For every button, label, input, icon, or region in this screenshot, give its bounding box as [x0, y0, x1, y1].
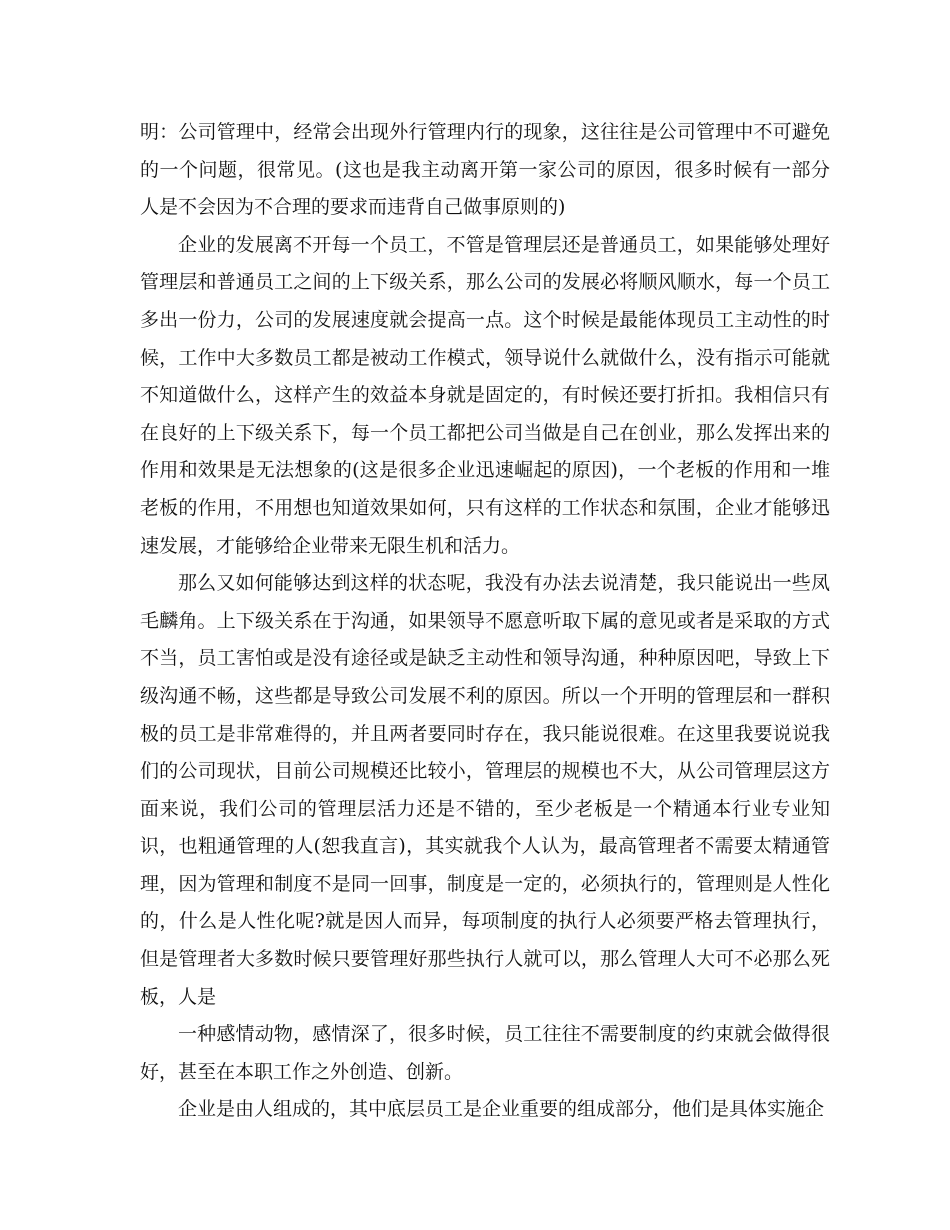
paragraph-emotion: 一种感情动物，感情深了，很多时候，员工往往不需要制度的约束就会做得很好，甚至在本职工作之外创造、创新。: [140, 1023, 830, 1083]
paragraph-enterprise-people: 企业是由人组成的，其中底层员工是企业重要的组成部分，他们是具体实施企: [178, 1098, 825, 1121]
paragraph-communication: 那么又如何能够达到这样的状态呢，我没有办法去说清楚，我只能说出一些凤毛麟角。上下级关系在于沟通，如果领导不愿意听取下属的意见或者是采取的方式不当，员工害怕或是没有途径或是缺乏主动性和领导沟通，种种原因吧，导致上下级沟通不畅，这些都是导致公司发展不利的原因。所以一个开明的管理层和一群积极的员工是非常难得的，并且两者要同时存在，我只能说很难。在这里我要说说我们的公司现状，目前公司规模还比较小，管理层的规模也不大，从公司管理层这方面来说，我们公司的管理层活力还是不错的，至少老板是一个精通本行业专业知识，也粗通管理的人(恕我直言)，其实就我个人认为，最高管理者不需要太精通管理，因为管理和制度不是同一回事，制度是一定的，必须执行的，管理则是人性化的，什么是人性化呢?就是因人而异，每项制度的执行人必须要严格去管理执行，但是管理者大多数时候只要管理好那些执行人就可以，那么管理人大可不必那么死板，人是: [140, 572, 830, 1008]
paragraph-employee-development: 企业的发展离不开每一个员工，不管是管理层还是普通员工，如果能够处理好管理层和普通员工之间的上下级关系，那么公司的发展必将顺风顺水，每一个员工多出一份力，公司的发展速度就会提高一点。这个时候是最能体现员工主动性的时候，工作中大多数员工都是被动工作模式，领导说什么就做什么，没有指示可能就不知道做什么，这样产生的效益本身就是固定的，有时候还要打折扣。我相信只有在良好的上下级关系下，每一个员工都把公司当做是自己在创业，那么发挥出来的作用和效果是无法想象的(这是很多企业迅速崛起的原因)，一个老板的作用和一堆老板的作用，不用想也知道效果如何，只有这样的工作状态和氛围，企业才能够迅速发展，才能够给企业带来无限生机和活力。: [140, 233, 830, 557]
document-body: [140, 114, 830, 1129]
paragraph-continuation: 明：公司管理中，经常会出现外行管理内行的现象，这往往是公司管理中不可避免的一个问题，很常见。(这也是我主动离开第一家公司的原因，很多时候有一部分人是不会因为不合理的要求而违背自己做事原则的): [140, 121, 830, 219]
